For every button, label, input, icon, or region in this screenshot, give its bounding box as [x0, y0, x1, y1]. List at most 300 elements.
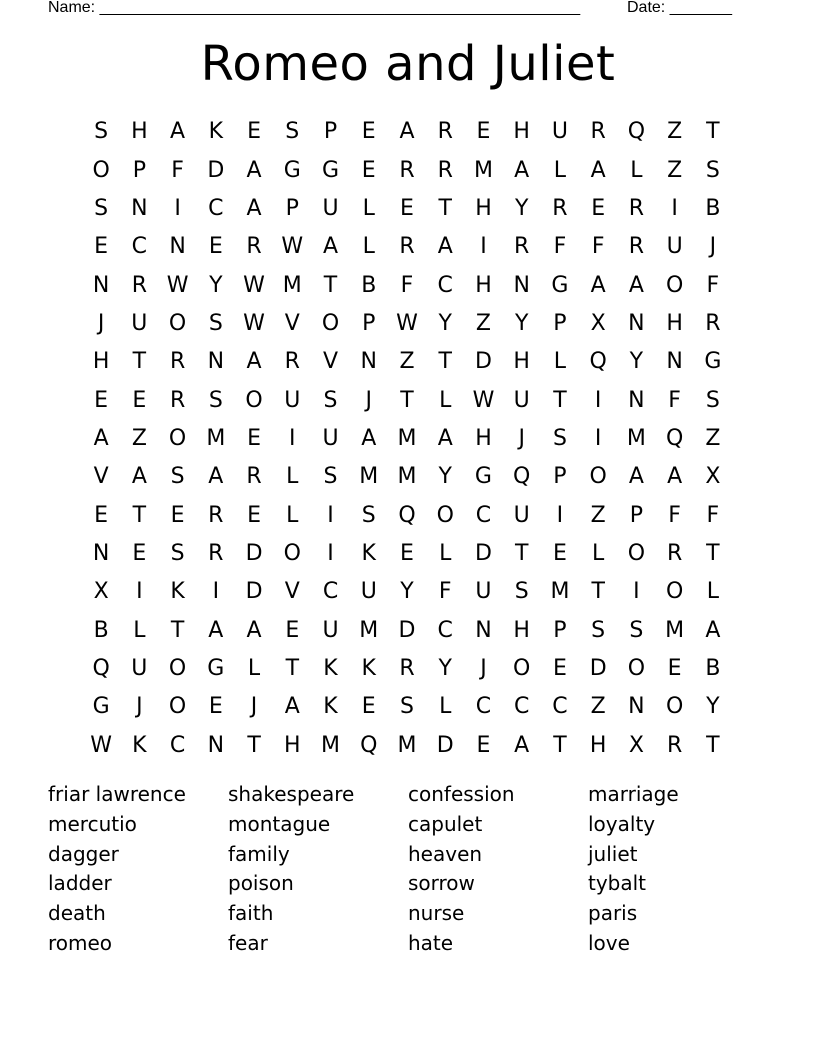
grid-cell: P [553, 617, 567, 643]
grid-cell: B [361, 272, 377, 298]
grid-cell: F [591, 234, 605, 260]
grid-cell: J [365, 387, 372, 413]
grid-cell: D [474, 540, 492, 566]
word-bank-item: friar lawrence [48, 782, 186, 806]
grid-cell: C [208, 195, 224, 221]
word-bank-item: tybalt [588, 871, 647, 896]
grid-cell: T [514, 540, 529, 566]
word-bank-item: juliet [588, 841, 638, 866]
grid-cell: I [136, 579, 143, 605]
grid-cell: R [208, 540, 224, 566]
grid-cell: Z [475, 310, 491, 336]
grid-cell: O [92, 157, 110, 183]
grid-row [82, 535, 732, 573]
word-bank-item: confession [408, 782, 515, 806]
grid-cell: M [359, 617, 379, 643]
grid-cell: G [321, 157, 340, 183]
grid-cell: P [285, 195, 299, 221]
grid-row [82, 266, 732, 304]
grid-cell: D [245, 579, 263, 605]
grid-cell: Z [590, 694, 606, 720]
word-column [408, 780, 588, 959]
word-column [588, 780, 768, 959]
grid-cell: D [589, 655, 607, 681]
grid-cell: O [283, 540, 301, 566]
word-bank-item: poison [228, 871, 294, 896]
grid-cell: D [245, 540, 263, 566]
grid-cell: V [322, 349, 339, 375]
grid-cell: E [476, 732, 491, 758]
grid-cell: Y [438, 655, 452, 681]
grid-cell: Z [131, 425, 147, 451]
grid-cell: E [591, 195, 606, 221]
grid-cell: C [437, 272, 453, 298]
grid-cell: H [475, 195, 492, 221]
grid-cell: E [361, 694, 376, 720]
grid-cell: Q [398, 502, 416, 528]
grid-cell: X [628, 732, 644, 758]
grid-cell: B [705, 655, 721, 681]
grid-cell: A [246, 195, 262, 221]
grid-cell: N [207, 349, 225, 375]
grid-cell: S [170, 540, 185, 566]
grid-cell: H [513, 349, 530, 375]
grid-cell: V [284, 579, 300, 605]
grid-cell: X [93, 579, 109, 605]
grid-cell: M [321, 732, 341, 758]
grid-cell: A [322, 234, 339, 260]
grid-cell: I [174, 195, 181, 221]
grid-cell: Y [706, 694, 720, 720]
grid-cell: O [627, 655, 646, 681]
letter-grid [82, 113, 732, 763]
grid-cell: B [93, 617, 109, 643]
grid-cell: E [285, 617, 300, 643]
grid-cell: O [168, 425, 187, 451]
grid-cell: A [705, 617, 721, 643]
grid-cell: P [553, 464, 567, 490]
grid-cell: W [243, 310, 265, 336]
grid-cell: C [169, 732, 186, 758]
word-bank-item: ladder [48, 871, 112, 896]
grid-cell: T [438, 349, 452, 375]
grid-row [82, 113, 732, 151]
grid-cell: H [92, 349, 110, 375]
grid-cell: L [439, 540, 452, 566]
grid-cell: N [131, 195, 148, 221]
grid-cell: N [475, 617, 492, 643]
grid-cell: K [361, 655, 376, 681]
grid-cell: A [361, 425, 377, 451]
grid-cell: L [286, 502, 299, 528]
grid-cell: R [514, 234, 530, 260]
grid-cell: E [94, 234, 109, 260]
grid-cell: H [666, 310, 683, 336]
grid-cell: M [665, 617, 685, 643]
grid-cell: G [704, 349, 722, 375]
grid-cell: C [322, 579, 339, 605]
word-bank-item: nurse [408, 901, 465, 926]
grid-cell: N [169, 234, 186, 260]
grid-cell: A [628, 272, 644, 298]
grid-cell: T [323, 272, 338, 298]
word-bank-item: capulet [408, 811, 483, 836]
grid-cell: O [245, 387, 263, 413]
grid-cell: O [589, 464, 607, 490]
grid-cell: L [592, 540, 605, 566]
grid-cell: N [513, 272, 530, 298]
word-bank-item: family [228, 841, 290, 866]
grid-cell: U [322, 195, 339, 221]
grid-cell: T [247, 732, 261, 758]
grid-cell: P [362, 310, 376, 336]
grid-cell: L [362, 195, 375, 221]
grid-cell: W [90, 732, 112, 758]
word-column [228, 780, 408, 959]
grid-cell: I [594, 425, 602, 451]
grid-row [82, 496, 732, 534]
grid-cell: L [362, 234, 375, 260]
grid-cell: E [476, 119, 491, 145]
grid-cell: K [208, 119, 224, 145]
grid-cell: O [627, 540, 646, 566]
grid-cell: G [551, 272, 569, 298]
grid-cell: N [92, 540, 110, 566]
grid-cell: C [475, 502, 492, 528]
grid-cell: E [552, 655, 567, 681]
grid-cell: O [665, 579, 684, 605]
grid-cell: O [436, 502, 454, 528]
grid-cell: C [131, 234, 148, 260]
grid-cell: M [626, 425, 646, 451]
word-bank-item: paris [588, 901, 638, 926]
grid-cell: Y [209, 272, 223, 298]
grid-cell: P [553, 310, 567, 336]
grid-cell: S [208, 387, 223, 413]
grid-cell: R [284, 349, 300, 375]
grid-cell: I [671, 195, 678, 221]
grid-cell: N [628, 694, 645, 720]
grid-cell: T [285, 655, 300, 681]
grid-cell: E [94, 502, 109, 528]
grid-cell: R [552, 195, 568, 221]
word-bank-item: death [48, 901, 106, 926]
grid-cell: O [665, 272, 684, 298]
word-bank-item: romeo [48, 930, 113, 955]
grid-row [82, 420, 732, 458]
grid-cell: S [705, 157, 720, 183]
grid-cell: R [628, 234, 645, 260]
grid-cell: M [397, 425, 417, 451]
grid-row [82, 305, 732, 343]
word-bank-item: heaven [408, 841, 483, 866]
grid-cell: S [323, 464, 338, 490]
grid-cell: S [400, 694, 414, 720]
grid-cell: B [705, 195, 721, 221]
grid-cell: G [207, 655, 225, 681]
grid-row [82, 573, 732, 611]
grid-cell: W [166, 272, 189, 298]
word-bank-item: fear [228, 930, 268, 955]
grid-cell: G [283, 157, 301, 183]
grid-cell: A [437, 234, 453, 260]
grid-cell: X [590, 310, 606, 336]
grid-cell: I [327, 540, 334, 566]
grid-cell: A [590, 272, 606, 298]
grid-cell: E [361, 119, 376, 145]
grid-cell: L [553, 157, 567, 183]
grid-cell: E [247, 119, 261, 145]
grid-cell: M [397, 464, 417, 490]
word-bank-item: hate [408, 930, 454, 955]
grid-cell: F [553, 234, 567, 260]
grid-cell: U [666, 234, 683, 260]
grid-cell: Q [665, 425, 684, 451]
grid-cell: A [246, 617, 262, 643]
grid-cell: J [709, 234, 717, 260]
grid-row [82, 611, 732, 649]
grid-cell: R [399, 655, 415, 681]
grid-cell: I [594, 387, 602, 413]
grid-cell: L [553, 349, 567, 375]
grid-cell: T [400, 387, 414, 413]
grid-cell: M [282, 272, 302, 298]
grid-cell: R [437, 157, 453, 183]
grid-cell: Z [705, 425, 721, 451]
grid-cell: T [132, 502, 147, 528]
grid-cell: U [551, 119, 568, 145]
grid-cell: F [438, 579, 452, 605]
grid-cell: R [169, 387, 186, 413]
grid-cell: R [628, 195, 645, 221]
grid-cell: E [170, 502, 185, 528]
grid-cell: X [705, 464, 721, 490]
grid-cell: L [706, 579, 719, 605]
grid-cell: N [666, 349, 683, 375]
grid-cell: D [398, 617, 416, 643]
grid-cell: S [629, 617, 644, 643]
grid-cell: R [590, 119, 606, 145]
grid-cell: T [170, 617, 185, 643]
grid-cell: H [475, 425, 492, 451]
grid-cell: L [247, 655, 261, 681]
grid-row [82, 688, 732, 726]
grid-cell: U [131, 655, 148, 681]
grid-cell: S [170, 464, 185, 490]
grid-cell: K [323, 655, 338, 681]
grid-cell: Z [667, 157, 683, 183]
word-bank-item: loyalty [588, 811, 656, 836]
grid-cell: J [518, 425, 525, 451]
grid-cell: C [475, 694, 492, 720]
grid-cell: Q [360, 732, 378, 758]
grid-cell: V [284, 310, 300, 336]
grid-cell: R [246, 234, 262, 260]
grid-cell: J [250, 694, 258, 720]
word-bank-item: montague [228, 811, 331, 836]
grid-cell: Y [629, 349, 644, 375]
grid-cell: G [474, 464, 492, 490]
grid-cell: E [247, 502, 261, 528]
grid-cell: E [208, 234, 223, 260]
grid-cell: L [286, 464, 299, 490]
grid-cell: U [360, 579, 377, 605]
grid-cell: I [480, 234, 487, 260]
grid-cell: H [284, 732, 301, 758]
grid-cell: W [396, 310, 418, 336]
grid-cell: Y [438, 310, 452, 336]
grid-cell: R [666, 540, 683, 566]
grid-cell: R [131, 272, 147, 298]
grid-cell: M [397, 732, 417, 758]
grid-cell: S [591, 617, 606, 643]
grid-cell: M [206, 425, 226, 451]
grid-cell: L [133, 617, 146, 643]
grid-cell: T [553, 387, 567, 413]
grid-cell: S [208, 310, 223, 336]
grid-cell: E [552, 540, 567, 566]
grid-cell: I [289, 425, 296, 451]
grid-cell: U [513, 502, 530, 528]
grid-cell: D [474, 349, 492, 375]
grid-cell: N [92, 272, 110, 298]
name-field: Name: ______________________________________________________ [48, 0, 581, 16]
grid-cell: P [323, 119, 338, 145]
word-bank-item: dagger [48, 841, 119, 866]
grid-cell: C [437, 617, 453, 643]
grid-row [82, 151, 732, 189]
word-bank-item: shakespeare [228, 782, 355, 806]
grid-cell: E [400, 195, 414, 221]
grid-cell: T [706, 119, 720, 145]
grid-cell: S [361, 502, 376, 528]
grid-row [82, 458, 732, 496]
grid-cell: U [475, 579, 492, 605]
grid-cell: H [513, 119, 530, 145]
grid-cell: F [706, 502, 720, 528]
grid-cell: M [359, 464, 379, 490]
grid-cell: R [705, 310, 721, 336]
grid-cell: R [246, 464, 262, 490]
grid-cell: J [97, 310, 105, 336]
grid-cell: V [93, 464, 109, 490]
grid-cell: E [667, 655, 682, 681]
grid-cell: E [132, 540, 147, 566]
grid-cell: A [208, 464, 224, 490]
grid-cell: G [92, 694, 110, 720]
grid-cell: Q [513, 464, 531, 490]
grid-cell: W [243, 272, 265, 298]
grid-cell: H [589, 732, 607, 758]
grid-cell: E [208, 694, 223, 720]
page-title: Romeo and Juliet [200, 36, 616, 92]
grid-cell: C [514, 694, 530, 720]
grid-cell: J [136, 694, 143, 720]
grid-cell: F [668, 502, 681, 528]
grid-cell: H [475, 272, 492, 298]
grid-cell: M [550, 579, 570, 605]
grid-row [82, 343, 732, 381]
grid-cell: R [399, 157, 415, 183]
grid-cell: A [514, 732, 530, 758]
grid-cell: I [556, 502, 564, 528]
grid-cell: N [628, 310, 645, 336]
grid-cell: W [472, 387, 495, 413]
grid-cell: K [323, 694, 338, 720]
grid-cell: T [706, 540, 720, 566]
grid-cell: Q [589, 349, 607, 375]
grid-cell: L [439, 694, 452, 720]
word-bank-item: love [588, 930, 630, 955]
grid-cell: O [665, 694, 684, 720]
grid-row [82, 228, 732, 266]
grid-cell: S [705, 387, 720, 413]
grid-cell: E [132, 387, 147, 413]
grid-cell: Z [590, 502, 606, 528]
grid-cell: Y [514, 310, 529, 336]
word-bank-item: mercutio [48, 811, 137, 836]
grid-cell: T [553, 732, 567, 758]
grid-cell: O [168, 694, 187, 720]
grid-cell: Q [627, 119, 646, 145]
grid-cell: L [439, 387, 452, 413]
grid-cell: F [171, 157, 184, 183]
grid-cell: Z [667, 119, 683, 145]
grid-cell: A [93, 425, 109, 451]
grid-row [82, 650, 732, 688]
word-column [48, 780, 228, 959]
grid-cell: P [132, 157, 146, 183]
grid-cell: T [132, 349, 147, 375]
grid-cell: A [170, 119, 186, 145]
grid-cell: S [552, 425, 567, 451]
grid-cell: H [131, 119, 148, 145]
grid-cell: H [513, 617, 530, 643]
word-bank-item: sorrow [408, 871, 475, 896]
grid-cell: A [284, 694, 300, 720]
header [0, 0, 816, 20]
word-bank [48, 780, 788, 959]
grid-cell: S [94, 119, 109, 145]
grid-cell: O [168, 655, 187, 681]
grid-cell: A [131, 464, 147, 490]
grid-cell: S [323, 387, 338, 413]
grid-cell: U [322, 617, 339, 643]
grid-cell: F [668, 387, 681, 413]
grid-cell: K [361, 540, 376, 566]
grid-cell: U [131, 310, 148, 336]
grid-row [82, 381, 732, 419]
grid-cell: A [246, 157, 262, 183]
grid-cell: T [438, 195, 452, 221]
grid-cell: K [132, 732, 147, 758]
grid-cell: R [437, 119, 453, 145]
grid-cell: W [281, 234, 304, 260]
grid-cell: O [513, 655, 531, 681]
grid-cell: A [399, 119, 415, 145]
grid-cell: T [706, 732, 720, 758]
grid-cell: E [400, 540, 414, 566]
grid-cell: R [399, 234, 415, 260]
grid-cell: Y [438, 464, 452, 490]
word-bank-item: marriage [588, 782, 679, 806]
grid-cell: I [327, 502, 334, 528]
grid-cell: U [284, 387, 301, 413]
grid-cell: S [514, 579, 529, 605]
grid-cell: Y [514, 195, 529, 221]
grid-cell: K [170, 579, 185, 605]
grid-cell: Z [399, 349, 415, 375]
